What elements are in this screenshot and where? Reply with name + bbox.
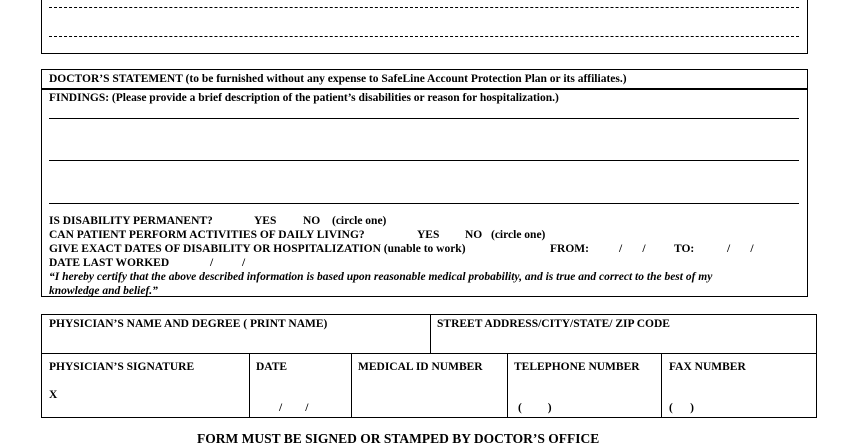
physician-name-label: PHYSICIAN’S NAME AND DEGREE ( PRINT NAME) — [49, 318, 328, 330]
to-date-field[interactable]: / / — [727, 243, 754, 255]
disability-permanent-question: IS DISABILITY PERMANENT? — [49, 215, 213, 227]
telephone-value: ( ) — [518, 402, 552, 414]
telephone-label: TELEPHONE NUMBER — [514, 361, 640, 373]
adl-no[interactable]: NO — [465, 229, 483, 241]
signature-x-mark: X — [49, 389, 58, 401]
findings-label: FINDINGS: (Please provide a brief description of the patient’s disabilities or reason for hospitalization.) — [49, 92, 559, 104]
doctor-statement-header: DOCTOR’S STATEMENT (to be furnished without any expense to SafeLine Account Protection Plan or its affiliates.) — [49, 73, 627, 85]
adl-hint: (circle one) — [491, 229, 546, 241]
date-label: DATE — [256, 361, 288, 373]
disability-permanent-yes[interactable]: YES — [254, 215, 277, 227]
disability-dates-question: GIVE EXACT DATES OF DISABILITY OR HOSPITALIZATION (unable to work) — [49, 243, 466, 255]
disability-permanent-hint: (circle one) — [332, 215, 387, 227]
adl-question: CAN PATIENT PERFORM ACTIVITIES OF DAILY LIVING? — [49, 229, 365, 241]
previous-section-box — [41, 0, 808, 54]
previous-section-line-2[interactable] — [49, 36, 799, 37]
adl-yes[interactable]: YES — [417, 229, 440, 241]
date-value: / / — [279, 402, 309, 414]
certification-text-line-2: knowledge and belief.” — [49, 285, 158, 297]
findings-line-2[interactable] — [49, 160, 799, 161]
street-address-label: STREET ADDRESS/CITY/STATE/ ZIP CODE — [437, 318, 670, 330]
date-last-worked-label: DATE LAST WORKED — [49, 257, 170, 269]
fax-value: ( ) — [669, 402, 694, 414]
fax-label: FAX NUMBER — [669, 361, 746, 373]
certification-text-line-1: “I hereby certify that the above described information is based upon reasonable medical probability, and is true and correct to the best of my — [49, 271, 713, 283]
physician-signature-label: PHYSICIAN’S SIGNATURE — [49, 361, 195, 373]
date-last-worked-field[interactable]: / / — [210, 257, 246, 269]
previous-section-line-1[interactable] — [49, 7, 799, 8]
findings-line-1[interactable] — [49, 118, 799, 119]
disability-permanent-no[interactable]: NO — [303, 215, 321, 227]
medical-id-label: MEDICAL ID NUMBER — [358, 361, 483, 373]
footer-notice: FORM MUST BE SIGNED OR STAMPED BY DOCTOR’S OFFICE — [197, 431, 600, 446]
from-label: FROM: — [550, 243, 589, 255]
from-date-field[interactable]: / / — [619, 243, 646, 255]
findings-line-3[interactable] — [49, 203, 799, 204]
to-label: TO: — [674, 243, 695, 255]
